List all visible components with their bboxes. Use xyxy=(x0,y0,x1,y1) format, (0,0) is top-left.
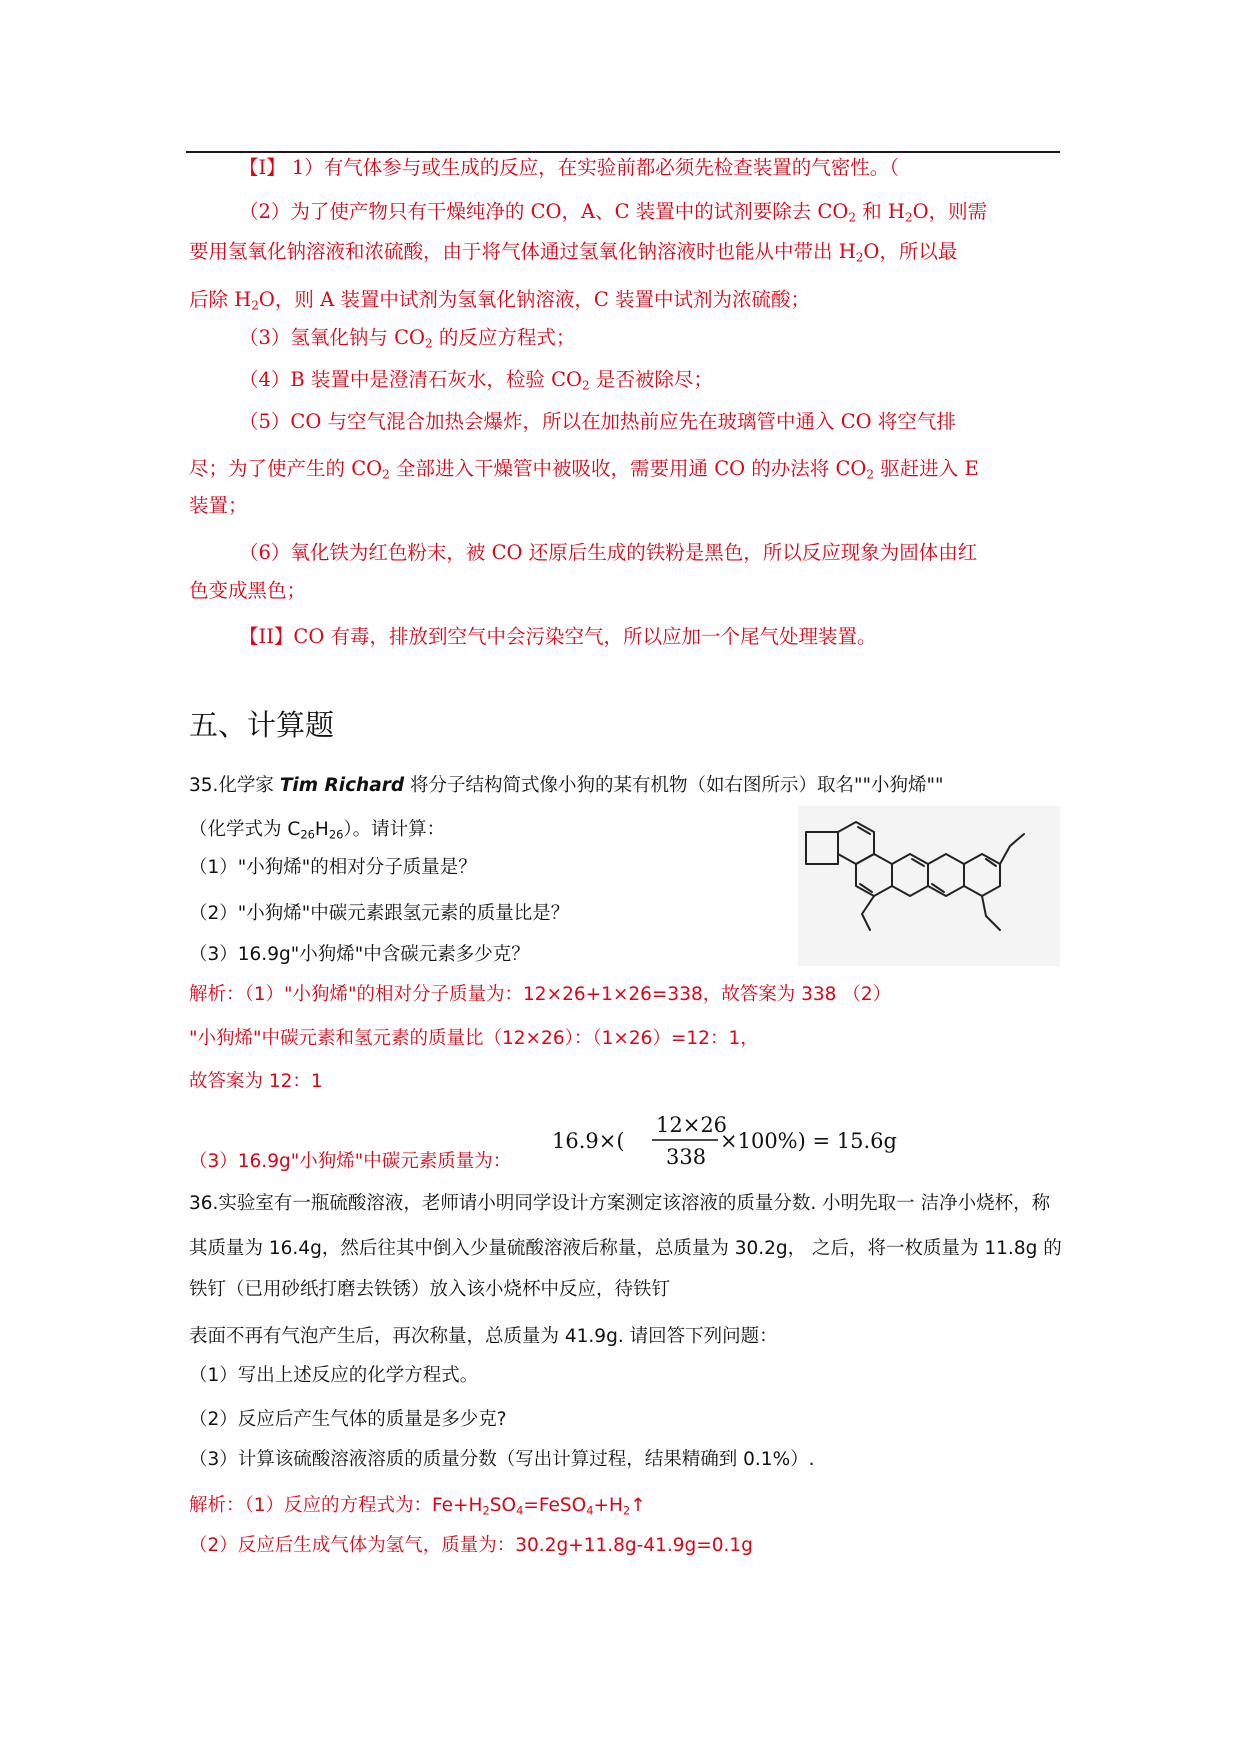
formula-numerator: 12×26 xyxy=(656,1113,728,1137)
question-line: 表面不再有气泡产生后，再次称量，总质量为 41.9g. 请回答下列问题： xyxy=(189,1326,778,1347)
molecule-structure-figure xyxy=(798,806,1060,966)
answer-line: （2）反应后生成气体为氢气，质量为：30.2g+11.8g-41.9g=0.1g xyxy=(189,1535,753,1556)
answer-line: 解析：（1）反应的方程式为：$Fe+H_2SO_4=FeSO_4+H_2↑$ xyxy=(189,1495,646,1518)
carbon-mass-formula xyxy=(552,1108,897,1172)
question-line: （1）"小狗烯"的相对分子质量是？ xyxy=(189,857,477,878)
question-line: （1）写出上述反应的化学方程式。 xyxy=(189,1365,479,1386)
answer-line: （2）为了使产物只有干燥纯净的 CO，A、C 装置中的试剂要除去 $CO_2$ 和 $H_2O$，则需 xyxy=(239,200,988,225)
question-line: 铁钉（已用砂纸打磨去铁锈）放入该小烧杯中反应，待铁钉 xyxy=(189,1279,671,1300)
answer-line: 要用氢氧化钠溶液和浓硫酸，由于将气体通过氢氧化钠溶液时也能从中带出 $H_2O$，所以最 xyxy=(189,240,958,265)
answer-line: （3）氢氧化钠与 $CO_2$ 的反应方程式； xyxy=(239,326,576,351)
answer-line: （5）CO 与空气混合加热会爆炸，所以在加热前应先在玻璃管中通入 CO 将空气排 xyxy=(239,410,956,433)
answer-line: （3）16.9g"小狗烯"中碳元素质量为： xyxy=(189,1151,512,1172)
formula-tail: ×100%) = 15.6g xyxy=(720,1129,897,1153)
formula-denominator: 338 xyxy=(666,1145,707,1169)
question-line: 35.化学家 Tim Richard 将分子结构简式像小狗的某有机物（如右图所示）取名""小狗烯"" xyxy=(189,775,944,796)
question-line: （3）16.9g"小狗烯"中含碳元素多少克？ xyxy=(189,944,530,965)
answer-line: 故答案为 12：1 xyxy=(189,1071,323,1092)
formula-lead: 16.9×( xyxy=(552,1129,625,1153)
answer-line: 尽；为了使产生的 $CO_2$ 全部进入干燥管中被吸收，需要用通 CO 的办法将 $CO_2$ 驱赶进入 E xyxy=(189,457,979,482)
answer-line: 解析：（1）"小狗烯"的相对分子质量为：12×26+1×26=338，故答案为 338 （2） xyxy=(189,984,892,1005)
answer-line: "小狗烯"中碳元素和氢元素的质量比（12×26）：（1×26）=12：1， xyxy=(189,1028,759,1049)
question-line: （2）"小狗烯"中碳元素跟氢元素的质量比是？ xyxy=(189,903,570,924)
question-line: 其质量为 16.4g，然后往其中倒入少量硫酸溶液后称量，总质量为 30.2g， 之后，将一枚质量为 11.8g 的 xyxy=(189,1238,1062,1259)
question-line: （3）计算该硫酸溶液溶质的质量分数（写出计算过程，结果精确到 0.1%）. xyxy=(189,1449,815,1470)
answer-line: （6）氧化铁为红色粉末，被 CO 还原后生成的铁粉是黑色，所以反应现象为固体由红 xyxy=(239,541,978,564)
question-line: 36.实验室有一瓶硫酸溶液，老师请小明同学设计方案测定该溶液的质量分数. 小明先取一 洁净小烧杯，称 xyxy=(189,1193,1051,1214)
answer-line: （4）B 装置中是澄清石灰水，检验 $CO_2$ 是否被除尽； xyxy=(239,368,713,393)
answer-line: 色变成黑色； xyxy=(189,579,307,602)
answer-line: 【II】CO 有毒，排放到空气中会污染空气，所以应加一个尾气处理装置。 xyxy=(239,625,877,648)
question-line: （2）反应后产生气体的质量是多少克? xyxy=(189,1409,507,1430)
header-rule xyxy=(186,151,1060,153)
section-title: 五、计算题 xyxy=(189,708,335,742)
answer-line: 后除 $H_2O$，则 A 装置中试剂为氢氧化钠溶液，C 装置中试剂为浓硫酸； xyxy=(189,288,810,313)
answer-line: 【I】 1）有气体参与或生成的反应，在实验前都必须先检查装置的气密性。（ xyxy=(239,156,900,179)
question-line: （化学式为 $C_{26}H_{26}$）。请计算： xyxy=(189,819,446,842)
answer-line: 装置； xyxy=(189,494,248,517)
